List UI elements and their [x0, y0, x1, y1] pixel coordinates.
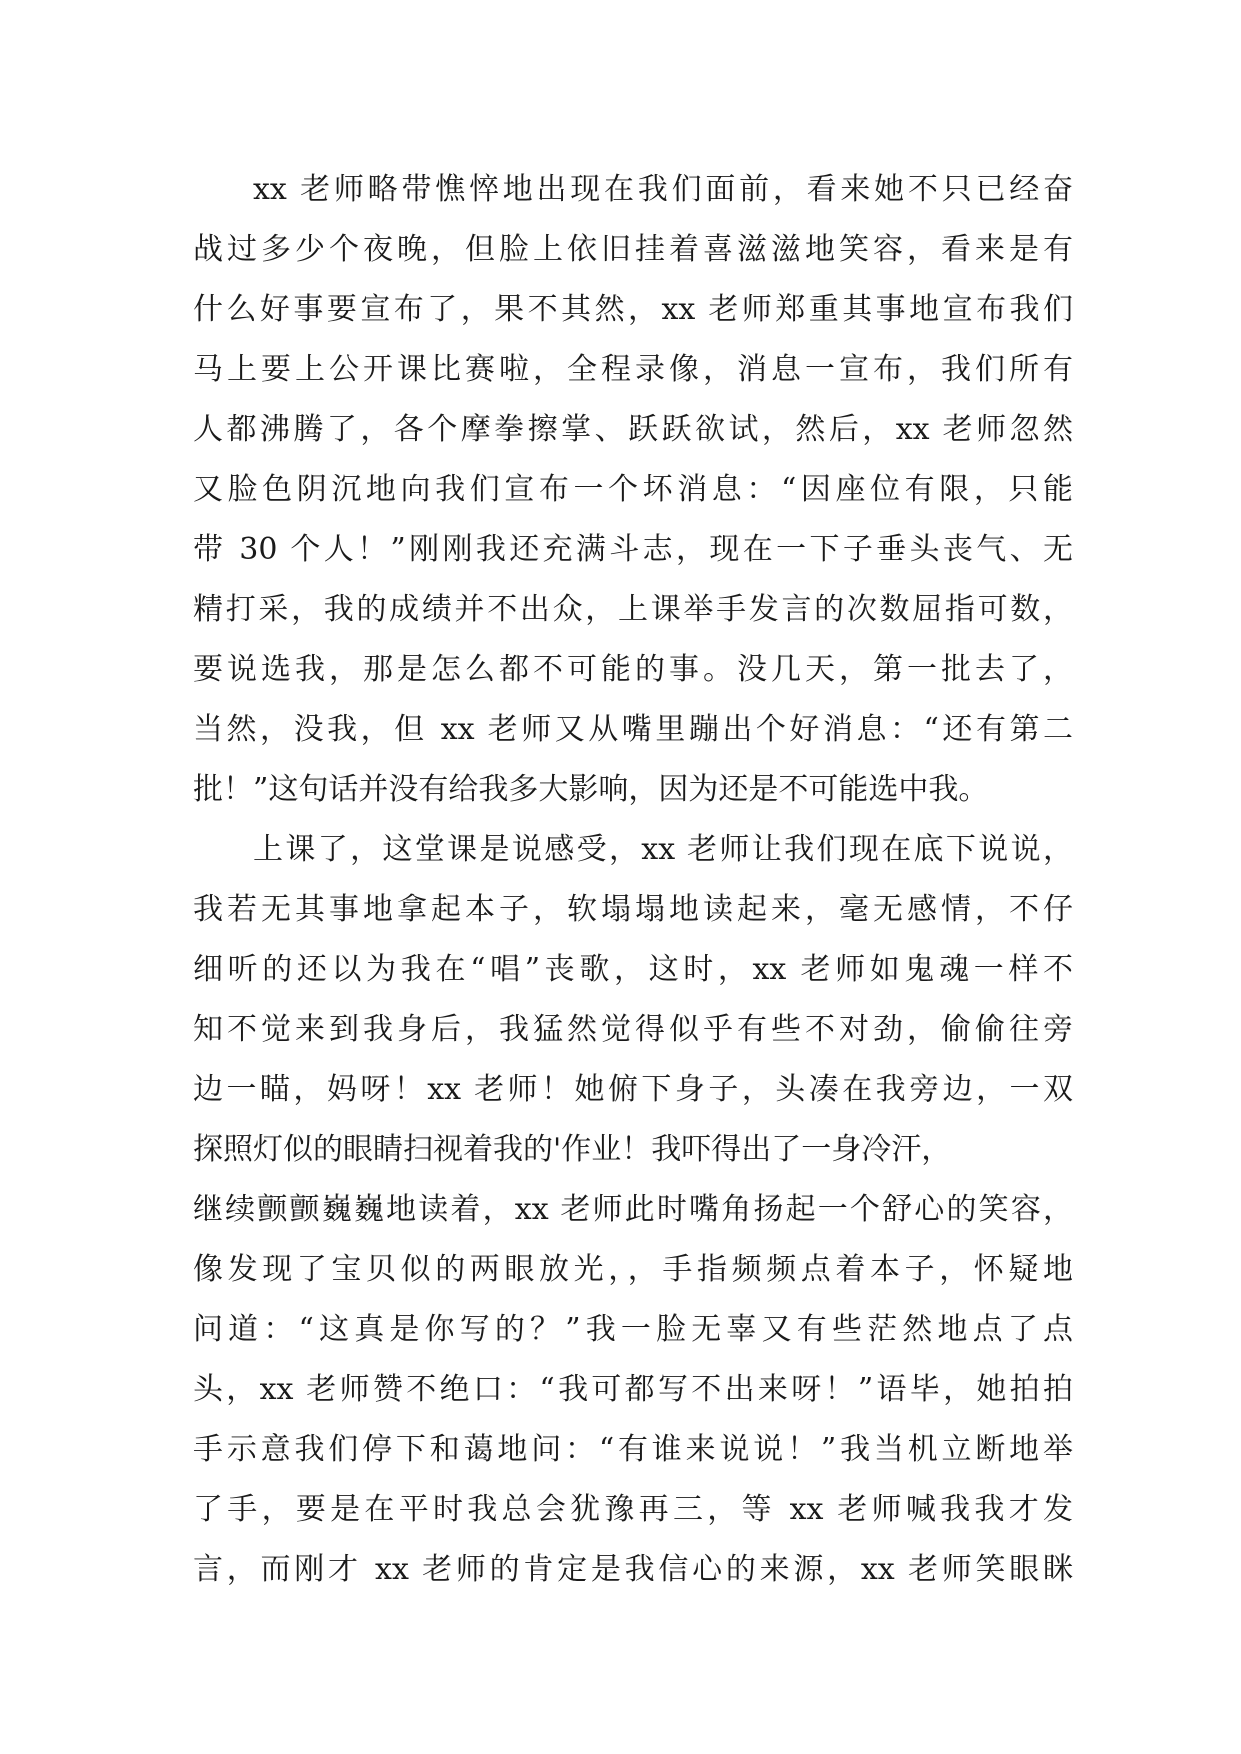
paragraph-1-line-5: 人都沸腾了，各个摩拳擦掌、跃跃欲试，然后，xx 老师忽然: [193, 412, 1073, 447]
paragraph-2-line-6: 探照灯似的眼睛扫视着我的'作业！我吓得出了一身冷汗，: [193, 1132, 952, 1167]
paragraph-2-line-3: 细听的还以为我在“唱”丧歌，这时，xx 老师如鬼魂一样不: [193, 952, 1073, 987]
paragraph-2-line-8: 像发现了宝贝似的两眼放光，，手指频频点着本子，怀疑地: [193, 1252, 1073, 1287]
paragraph-1-line-8: 精打采，我的成绩并不出众，上课举手发言的次数屈指可数，: [193, 592, 1073, 627]
paragraph-1-line-10: 当然，没我，但 xx 老师又从嘴里蹦出个好消息：“还有第二: [193, 712, 1073, 747]
paragraph-1-line-11: 批！”这句话并没有给我多大影响，因为还是不可能选中我。: [193, 772, 989, 807]
paragraph-1-line-6: 又脸色阴沉地向我们宣布一个坏消息：“因座位有限，只能: [193, 472, 1073, 507]
paragraph-1-line-9: 要说选我，那是怎么都不可能的事。没几天，第一批去了，: [193, 652, 1073, 687]
paragraph-2-line-12: 了手，要是在平时我总会犹豫再三，等 xx 老师喊我我才发: [193, 1492, 1073, 1527]
paragraph-1-line-3: 什么好事要宣布了，果不其然，xx 老师郑重其事地宣布我们: [193, 292, 1073, 327]
paragraph-2-line-11: 手示意我们停下和蔼地问：“有谁来说说！”我当机立断地举: [193, 1432, 1073, 1467]
paragraph-1-line-1: xx 老师略带憔悴地出现在我们面前，看来她不只已经奋: [253, 172, 1073, 207]
paragraph-2-line-10: 头，xx 老师赞不绝口：“我可都写不出来呀！”语毕，她拍拍: [193, 1372, 1073, 1407]
paragraph-2-line-2: 我若无其事地拿起本子，软塌塌地读起来，毫无感情，不仔: [193, 892, 1073, 927]
paragraph-2-line-13: 言，而刚才 xx 老师的肯定是我信心的来源，xx 老师笑眼眯: [193, 1552, 1073, 1587]
body-text: [193, 160, 1073, 1600]
paragraph-1-line-4: 马上要上公开课比赛啦，全程录像，消息一宣布，我们所有: [193, 352, 1073, 387]
paragraph-1-line-2: 战过多少个夜晚，但脸上依旧挂着喜滋滋地笑容，看来是有: [193, 232, 1073, 267]
paragraph-2-line-9: 问道：“这真是你写的？”我一脸无辜又有些茫然地点了点: [193, 1312, 1073, 1347]
paragraph-2-line-7: 继续颤颤巍巍地读着，xx 老师此时嘴角扬起一个舒心的笑容，: [193, 1192, 1073, 1227]
paragraph-2-line-5: 边一瞄，妈呀！xx 老师！她俯下身子，头凑在我旁边，一双: [193, 1072, 1073, 1107]
paragraph-1-line-7: 带 30 个人！”刚刚我还充满斗志，现在一下子垂头丧气、无: [193, 532, 1073, 567]
paragraph-2-line-4: 知不觉来到我身后，我猛然觉得似乎有些不对劲，偷偷往旁: [193, 1012, 1073, 1047]
paragraph-2-line-1: 上课了，这堂课是说感受，xx 老师让我们现在底下说说，: [253, 832, 1073, 867]
